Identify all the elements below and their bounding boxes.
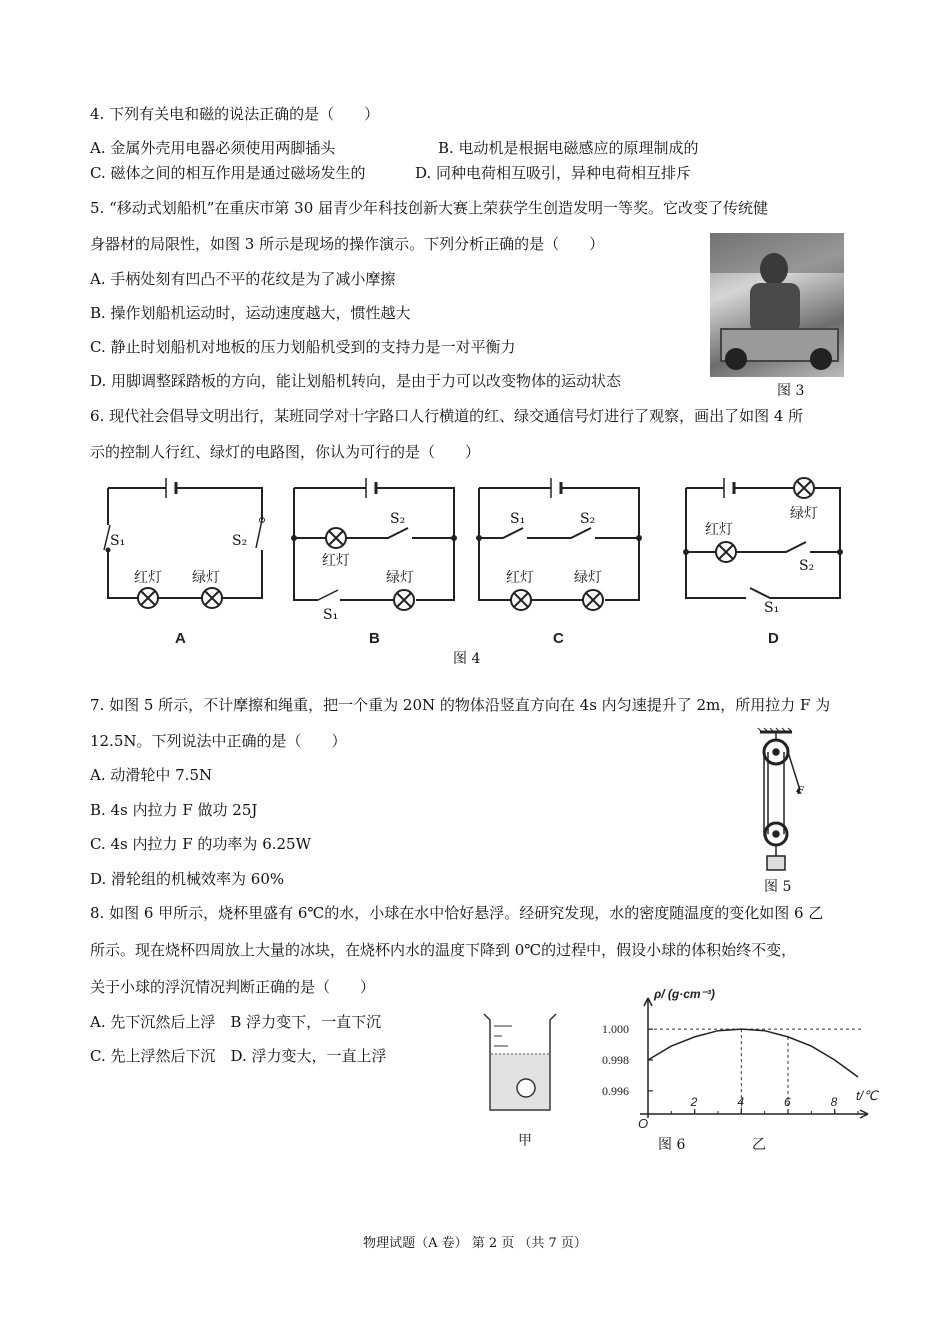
circuit-c-s2-label: S₂	[580, 511, 596, 527]
density-temperature-chart	[600, 978, 900, 1138]
q5-option-c: C. 静止时划船机对地板的压力划船机受到的支持力是一对平衡力	[90, 338, 516, 356]
q7-option-a: A. 动滑轮中 7.5N	[90, 766, 213, 784]
q4-option-b: B. 电动机是根据电磁感应的原理制成的	[438, 139, 699, 157]
rowing-machine-photo	[710, 233, 844, 377]
chart-y-axis-label: ρ/ (g·cm⁻³)	[654, 987, 715, 1001]
circuit-a-s2-label: S₂	[232, 533, 248, 549]
q8-options-ab: A. 先下沉然后上浮 B 浮力变下，一直下沉	[90, 1013, 382, 1031]
pulley-force-label: F	[797, 786, 804, 797]
y-tick-label: 0.998	[602, 1053, 629, 1067]
density-curve	[648, 1029, 858, 1077]
circuit-b-green-label: 绿灯	[386, 570, 414, 586]
circuit-d-letter: D	[768, 630, 779, 647]
q8-stem-line2: 所示。现在烧杯四周放上大量的冰块，在烧杯内水的温度下降到 0℃的过程中，假设小球的体积始终不变，	[90, 941, 797, 959]
circuit-c-red-label: 红灯	[506, 570, 534, 586]
circuit-diagram-c	[473, 470, 645, 610]
q4-option-d: D. 同种电荷相互吸引，异种电荷相互排斥	[415, 164, 692, 182]
circuit-d-s2-label: S₂	[799, 558, 815, 574]
circuit-c-green-label: 绿灯	[574, 570, 602, 586]
q7-option-d: D. 滑轮组的机械效率为 60%	[90, 870, 285, 888]
q5-stem-line1: 5. “移动式划船机”在重庆市第 30 届青少年科技创新大赛上荣获学生创造发明一等奖。它改变了传统健	[90, 199, 769, 217]
q7-stem-line2: 12.5N。下列说法中正确的是（ ）	[90, 732, 347, 750]
circuit-diagram-b	[288, 470, 460, 610]
figure-6-caption: 图 6	[658, 1137, 686, 1153]
pulley-system-diagram	[748, 728, 808, 878]
q7-stem-line1: 7. 如图 5 所示，不计摩擦和绳重，把一个重为 20N 的物体沿竖直方向在 4s 内匀速提升了 2m，所用拉力 F 为	[90, 696, 831, 714]
beaker-diagram	[480, 1010, 560, 1120]
q7-option-b: B. 4s 内拉力 F 做功 25J	[90, 801, 258, 819]
circuit-b-s2-label: S₂	[390, 511, 406, 527]
q6-stem-line2: 示的控制人行红、绿灯的电路图，你认为可行的是（ ）	[90, 443, 481, 461]
q5-option-a: A. 手柄处刻有凹凸不平的花纹是为了减小摩擦	[90, 270, 396, 288]
circuit-d-red-label: 红灯	[705, 522, 733, 538]
circuit-b-s1-label: S₁	[323, 607, 339, 623]
circuit-b-letter: B	[369, 630, 380, 647]
figure-4-caption: 图 4	[453, 651, 481, 667]
q6-stem-line1: 6. 现代社会倡导文明出行，某班同学对十字路口人行横道的红、绿交通信号灯进行了观察，画出了如图 4 所	[90, 407, 804, 425]
q5-option-d: D. 用脚调整踩踏板的方向，能让划船机转向，是由于力可以改变物体的运动状态	[90, 372, 622, 390]
figure-3-caption: 图 3	[777, 383, 805, 399]
x-tick-label: 8	[830, 1095, 838, 1109]
q5-option-b: B. 操作划船机运动时，运动速度越大，惯性越大	[90, 304, 411, 322]
circuit-b-red-label: 红灯	[322, 553, 350, 569]
q8-stem-line3: 关于小球的浮沉情况判断正确的是（ ）	[90, 978, 376, 996]
circuit-d-s1-label: S₁	[764, 600, 780, 616]
circuit-a-letter: A	[175, 630, 186, 647]
q8-stem-line1: 8. 如图 6 甲所示，烧杯里盛有 6℃的水，小球在水中恰好悬浮。经研究发现，水的密度随温度的变化如图 6 乙	[90, 904, 824, 922]
chart-origin-label: O	[638, 1116, 649, 1131]
circuit-c-s1-label: S₁	[510, 511, 526, 527]
circuit-a-red-label: 红灯	[134, 570, 162, 586]
circuit-c-letter: C	[553, 630, 564, 647]
circuit-a-s1-label: S₁	[110, 533, 126, 549]
circuit-d-green-label: 绿灯	[790, 506, 818, 522]
x-tick-label: 2	[690, 1095, 698, 1109]
q4-option-c: C. 磁体之间的相互作用是通过磁场发生的	[90, 164, 366, 182]
circuit-a-green-label: 绿灯	[192, 570, 220, 586]
page-footer: 物理试题（A 卷） 第 2 页 （共 7 页）	[363, 1236, 587, 1251]
q7-option-c: C. 4s 内拉力 F 的功率为 6.25W	[90, 835, 312, 853]
q4-option-a: A. 金属外壳用电器必须使用两脚插头	[90, 139, 336, 157]
q5-stem-line2: 身器材的局限性，如图 3 所示是现场的操作演示。下列分析正确的是（ ）	[90, 235, 605, 253]
chart-caption: 乙	[752, 1137, 766, 1153]
y-tick-label: 0.996	[602, 1083, 629, 1098]
chart-x-axis-label: t/℃	[856, 1088, 878, 1103]
figure-5-caption: 图 5	[764, 879, 792, 895]
q8-options-cd: C. 先上浮然后下沉 D. 浮力变大，一直上浮	[90, 1047, 387, 1065]
circuit-diagram-d	[680, 470, 860, 610]
x-tick-label: 4	[737, 1095, 745, 1109]
x-tick-label: 6	[784, 1095, 791, 1109]
y-tick-label: 1.000	[602, 1022, 629, 1037]
q4-stem: 4. 下列有关电和磁的说法正确的是（ ）	[90, 105, 380, 123]
beaker-caption: 甲	[518, 1133, 532, 1149]
